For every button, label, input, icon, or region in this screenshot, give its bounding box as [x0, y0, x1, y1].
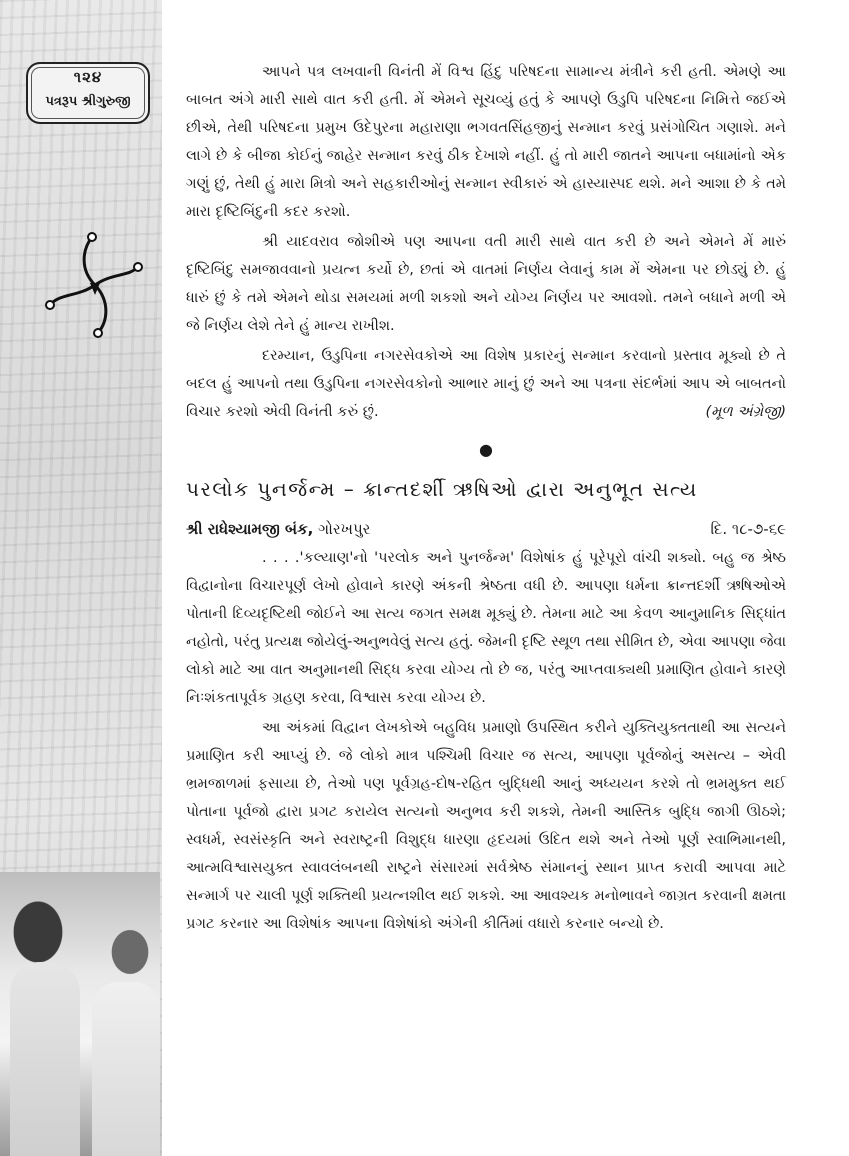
page-content	[186, 58, 786, 938]
letter2-date: દિ. ૧૮-૭-૬૯	[710, 520, 786, 538]
letter2-recipient: શ્રી રાધેશ્યામજી બંક,	[186, 520, 314, 538]
section-separator-bullet: ●	[479, 440, 493, 459]
letter2-recipient-block	[186, 514, 370, 544]
page-header-scroll	[26, 62, 150, 124]
letter2-paragraph-2: આ અંકમાં વિદ્વાન લેખકોએ બહુવિધ પ્રમાણો ઉપસ્થિત કરીને યુક્તિયુક્તતાથી આ સત્યને પ્રમાણિત કરી આપ્યું છે. જે લોકો માત્ર પશ્ચિમી વિચાર જ સત્ય, આપણા પૂર્વજોનું અસત્ય – એવી ભ્રમજાળમાં ફસાયા છે, તેઓ પણ પૂર્વગ્રહ-દોષ-રહિત બુદ્ધિથી આનું અધ્યયન કરશે તો ભ્રમમુક્ત થઈ પોતાના પૂર્વજો દ્વારા પ્રગટ કરાયેલ સત્યનો અનુભવ કરી શકશે, તેમની આસ્તિક બુદ્ધિ જાગી ઊઠશે; સ્વધર્મ, સ્વસંસ્કૃતિ અને સ્વરાષ્ટ્રની વિશુદ્ધ ધારણા હૃદયમાં ઉદિત થશે અને તેઓ પૂર્ણ સ્વાભિમાનથી, આત્મવિશ્વાસયુક્ત સ્વાવલંબનથી રાષ્ટ્રને સંસારમાં સર્વશ્રેષ્ઠ સંમાનનું સ્થાન પ્રાપ્ત કરાવી આપવા માટે સન્માર્ગ પર ચાલી પૂર્ણ શક્તિથી પ્રયત્નશીલ થઈ શકશે. આ આવશ્યક મનોભાવને જાગ્રત કરવાની ક્ષમતા પ્રગટ કરનાર આ વિશેષાંક આપના વિશેષાંકો અંગેની કીર્તિમાં વધારો કરનાર બન્યો છે.	[186, 720, 786, 932]
letter2-address-row	[186, 514, 786, 544]
letter2-place: ગોરખપુર	[318, 520, 371, 538]
original-language-note: (મૂળ અંગ્રેજી)	[705, 404, 786, 420]
letter1-paragraph-1: આપને પત્ર લખવાની વિનંતી મેં વિશ્વ હિંદુ પરિષદના સામાન્ય મંત્રીને કરી હતી. એમણે આ બાબત અંગે મારી સાથે વાત કરી હતી. મેં એમને સૂચવ્યું હતું કે આપણે ઉડુપિ પરિષદના નિમિત્તે જઈએ છીએ, તેથી પરિષદના પ્રમુખ ઉદેપુરના મહારાણા ભગવતસિંહજીનું સન્માન કરવું પ્રસંગોચિત ગણાશે. મને લાગે છે કે બીજા કોઈનું જાહેર સન્માન કરવું ઠીક દેખાશે નહીં. હું તો મારી જાતને આપના બધામાંનો એક ગણું છું, તેથી હું મારા મિત્રો અને સહકારીઓનું સન્માન સ્વીકારું એ હાસ્યાસ્પદ થશે. મને આશા છે કે તમે મારા દૃષ્ટિબિંદુની કદર કરશો.	[186, 64, 786, 220]
letter2-heading: પરલોક પુનર્જન્મ – ક્રાન્તદર્શી ઋષિઓ દ્વારા અનુભૂત સત્ય	[186, 477, 698, 501]
decorative-margin	[0, 0, 162, 1156]
book-title: પત્રરૂપ શ્રીગુરુજી	[45, 94, 131, 109]
letter1-paragraph-3-text: દરમ્યાન, ઉડુપિના નગરસેવકોએ આ વિશેષ પ્રકારનું સન્માન કરવાનો પ્રસ્તાવ મૂક્યો છે તે બદલ હું આપનો તથા ઉડુપિના નગરસેવકોનો આભાર માનું છું અને આ પત્રના સંદર્ભમાં આપ એ બાબતનો વિચાર કરશો એવી વિનંતી કરું છું.	[186, 348, 786, 420]
letter1-paragraph-2: શ્રી યાદવરાવ જોશીએ પણ આપના વતી મારી સાથે વાત કરી છે અને એમને મેં મારું દૃષ્ટિબિંદુ સમજાવવાનો પ્રયત્ન કર્યો છે, છતાં એ વાતમાં નિર્ણય લેવાનું કામ મેં એમના પર છોડ્યું છે. હું ધારું છું કે તમે એમને થોડા સમયમાં મળી શકશો અને યોગ્ય નિર્ણય પર આવશો. તમને બધાને મળી એ જે નિર્ણય લેશે તેને હું માન્ય રાખીશ.	[186, 234, 786, 334]
page-number: ૧૨૪	[73, 68, 103, 86]
historical-photo	[0, 872, 160, 1156]
letter1-paragraph-3	[186, 342, 786, 426]
photo-figure-left	[10, 962, 80, 1156]
swastik-icon	[40, 225, 150, 345]
letter2-paragraph-1: . . . .'કલ્યાણ'નો 'પરલોક અને પુનર્જન્મ' વિશેષાંક હું પૂરેપૂરો વાંચી શક્યો. બહુ જ શ્રેષ્ઠ વિદ્વાનોના વિચારપૂર્ણ લેખો હોવાને કારણે અંકની શ્રેષ્ઠતા વધી છે. આપણા ધર્મના ક્રાન્તદર્શી ઋષિઓએ પોતાની દિવ્યદૃષ્ટિથી જોઈને આ સત્ય જગત સમક્ષ મૂક્યું છે. તેમના માટે આ કેવળ આનુમાનિક સિદ્ધાંત નહોતો, પરંતુ પ્રત્યક્ષ જોયેલું-અનુભવેલું સત્ય હતું. જેમની દૃષ્ટિ સ્થૂળ તથા સીમિત છે, એવા આપણા જેવા લોકો માટે આ વાત અનુમાનથી સિદ્ધ કરવા યોગ્ય તો છે જ, પરંતુ આપ્તવાક્યથી પ્રમાણિત હોવાને કારણે નિઃશંકતાપૂર્વક ગ્રહણ કરવા, વિશ્વાસ કરવા યોગ્ય છે.	[186, 550, 786, 706]
photo-figure-right	[92, 982, 160, 1156]
